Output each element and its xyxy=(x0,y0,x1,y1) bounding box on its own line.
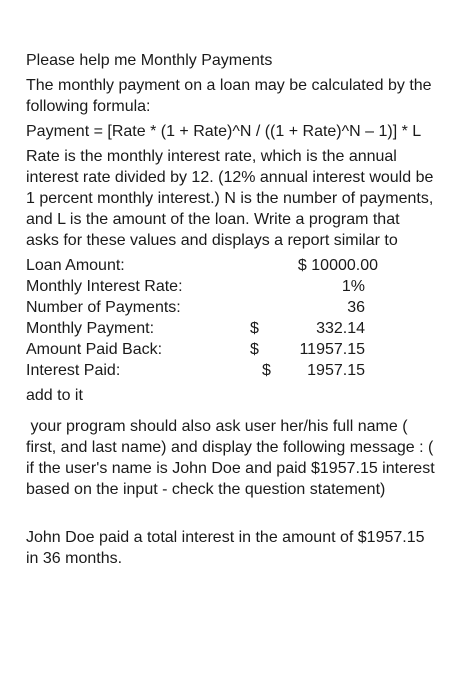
report-dollar-sign: $ xyxy=(250,341,259,358)
report-row-number-of-payments xyxy=(26,297,436,318)
report-row-amount-paid-back xyxy=(26,339,436,360)
report-label: Amount Paid Back: xyxy=(26,341,163,358)
extra-requirement-text: your program should also ask user her/his full name ( first, and last name) and display the following message : ( if the user's name is John Doe and paid $1957.15 interest based on the input - check the question statement) xyxy=(26,418,440,498)
sample-output-text: John Doe paid a total interest in the amount of $1957.15 in 36 months. xyxy=(26,529,425,567)
report-value: $ 10000.00 xyxy=(297,257,378,274)
question-document xyxy=(26,50,440,569)
report-dollar-sign: $ xyxy=(250,320,259,337)
report-value: 1% xyxy=(341,278,365,295)
intro-text: The monthly payment on a loan may be calculated by the following formula: xyxy=(26,77,432,115)
report-value: 1957.15 xyxy=(307,362,365,379)
report-row-loan-amount xyxy=(26,255,436,276)
sample-report xyxy=(26,255,436,381)
explanation-text: Rate is the monthly interest rate, which is the annual interest rate divided by 12. (12% annual interest would be 1 percent monthly interest.) N is the number of payments, and L is the amount of the loan. Write a program that asks for these values and displays a report similar to xyxy=(26,148,434,249)
report-value: 332.14 xyxy=(316,320,365,337)
report-label: Number of Payments: xyxy=(26,299,181,316)
report-label: Interest Paid: xyxy=(26,362,121,379)
question-title: Please help me Monthly Payments xyxy=(26,52,273,69)
report-row-interest-paid xyxy=(26,360,436,381)
report-value: 11957.15 xyxy=(299,341,365,358)
add-to-it-text: add to it xyxy=(26,387,83,404)
report-row-monthly-payment xyxy=(26,318,436,339)
report-label: Monthly Payment: xyxy=(26,320,155,337)
report-label: Loan Amount: xyxy=(26,257,125,274)
report-dollar-sign: $ xyxy=(262,362,271,379)
spacer xyxy=(26,500,436,527)
report-label: Monthly Interest Rate: xyxy=(26,278,183,295)
report-row-monthly-interest-rate xyxy=(26,276,436,297)
report-value: 36 xyxy=(347,299,365,316)
formula-text: Payment = [Rate * (1 + Rate)^N / ((1 + Rate)^N – 1)] * L xyxy=(26,123,422,140)
spacer xyxy=(26,406,436,416)
